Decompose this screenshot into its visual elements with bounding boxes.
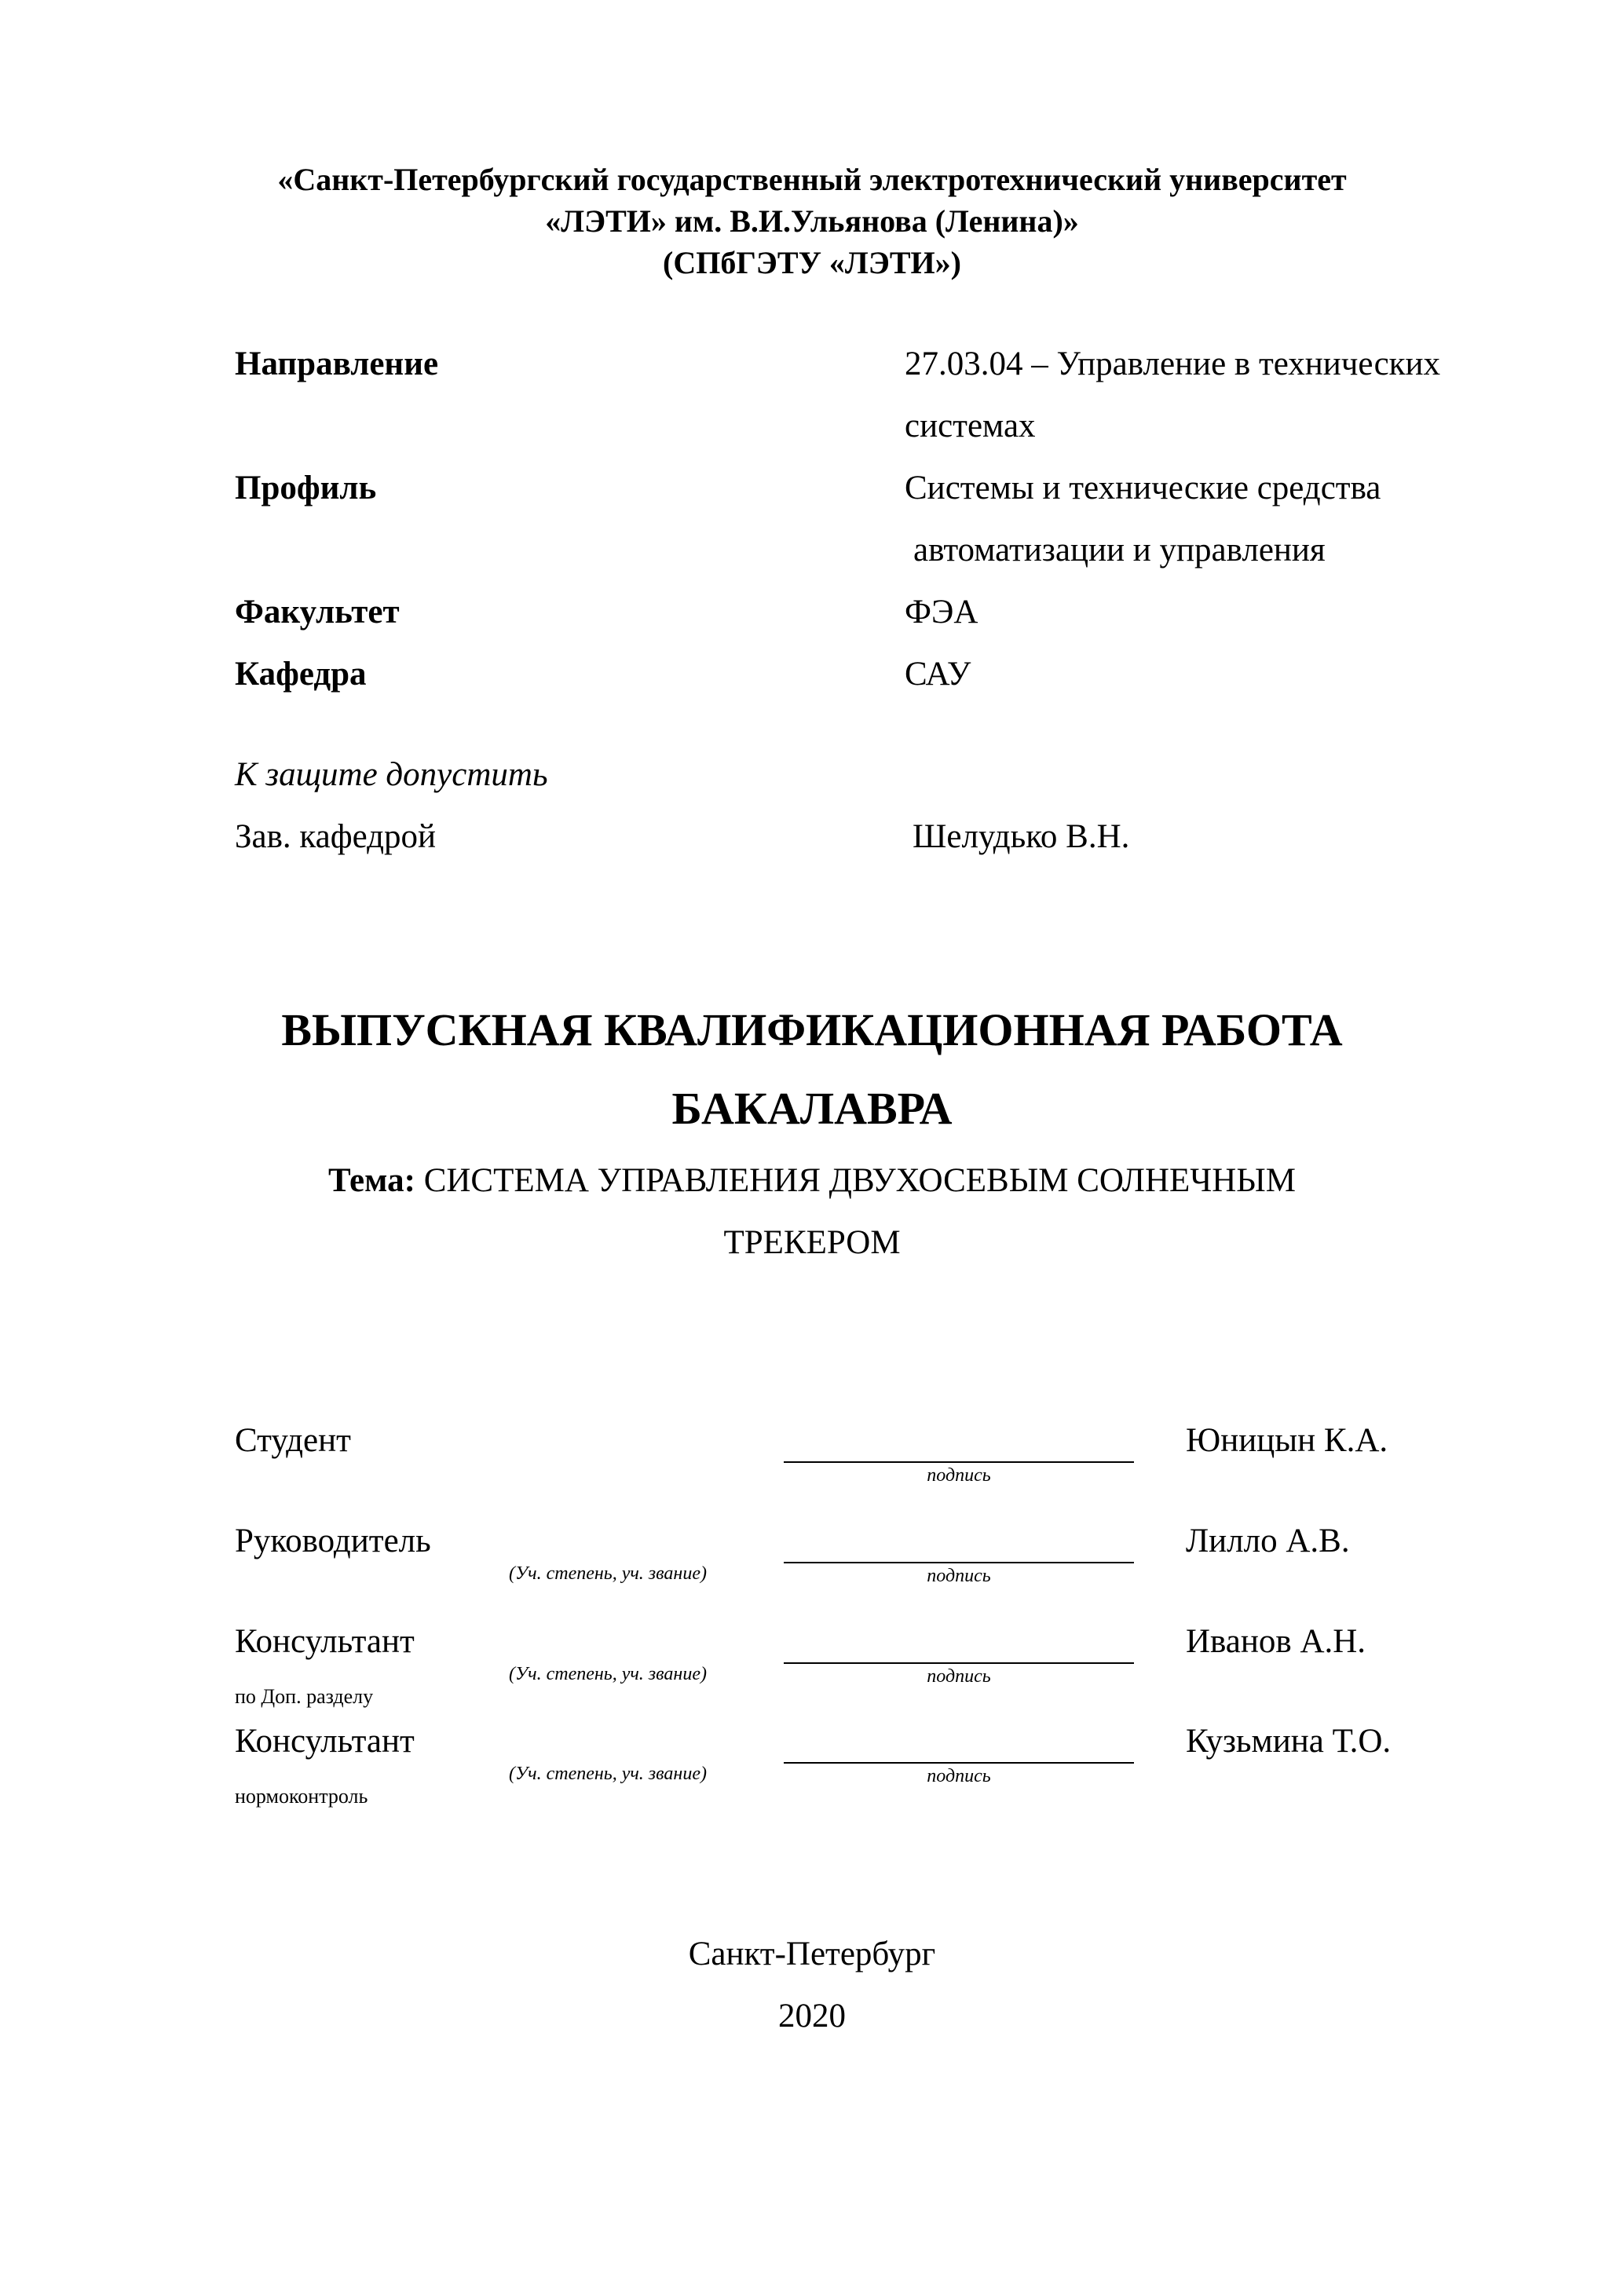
signature-line — [784, 1662, 1134, 1664]
signature-line — [784, 1461, 1134, 1463]
consultant-subrole: по Доп. разделу — [235, 1685, 374, 1708]
consultant-name: Иванов А.Н. — [1186, 1623, 1366, 1660]
role-student: Студент — [235, 1422, 351, 1459]
topic-line-1 — [0, 1161, 1624, 1201]
profile-value-1: Системы и технические средства — [905, 470, 1381, 506]
year: 2020 — [778, 1998, 846, 2035]
department-value: САУ — [905, 656, 971, 693]
admit-text: К защите допустить — [235, 756, 548, 793]
direction-value-1: 27.03.04 – Управление в технических — [905, 345, 1441, 382]
head-name: Шелудько В.Н. — [913, 818, 1130, 855]
role-supervisor: Руководитель — [235, 1523, 431, 1559]
header-line-3: (СПбГЭТУ «ЛЭТИ») — [663, 245, 961, 280]
signature-caption: подпись — [927, 1465, 991, 1486]
header-line-1: «Санкт-Петербургский государственный электротехнический университет — [277, 162, 1347, 197]
department-label: Кафедра — [235, 656, 367, 693]
normcontrol-subrole: нормоконтроль — [235, 1785, 368, 1808]
supervisor-name: Лилло А.В. — [1186, 1523, 1350, 1559]
degree-caption: (Уч. степень, уч. звание) — [509, 1664, 707, 1684]
student-name: Юницын К.А. — [1186, 1422, 1388, 1459]
city: Санкт-Петербург — [688, 1936, 936, 1972]
topic-label: Тема: — [328, 1162, 415, 1199]
role-normcontrol-consultant: Консультант — [235, 1723, 415, 1760]
title-line-2: БАКАЛАВРА — [671, 1083, 953, 1134]
signature-line — [784, 1762, 1134, 1764]
degree-caption: (Уч. степень, уч. звание) — [509, 1764, 707, 1784]
direction-label: Направление — [235, 345, 439, 382]
signature-caption: подпись — [927, 1566, 991, 1586]
degree-caption: (Уч. степень, уч. звание) — [509, 1563, 707, 1584]
faculty-value: ФЭА — [905, 594, 978, 631]
direction-value-2: системах — [905, 408, 1036, 444]
title-line-1: ВЫПУСКНАЯ КВАЛИФИКАЦИОННАЯ РАБОТА — [281, 1004, 1343, 1055]
profile-label: Профиль — [235, 470, 377, 506]
signature-caption: подпись — [927, 1666, 991, 1687]
normcontrol-name: Кузьмина Т.О. — [1186, 1723, 1392, 1760]
faculty-label: Факультет — [235, 594, 400, 631]
role-consultant: Консультант — [235, 1623, 415, 1660]
header-line-2: «ЛЭТИ» им. В.И.Ульянова (Ленина)» — [545, 203, 1079, 239]
profile-value-2: автоматизации и управления — [913, 532, 1326, 569]
head-label: Зав. кафедрой — [235, 818, 437, 855]
signature-line — [784, 1562, 1134, 1563]
topic-line-2: ТРЕКЕРОМ — [723, 1224, 901, 1261]
topic-text-1: СИСТЕМА УПРАВЛЕНИЯ ДВУХОСЕВЫМ СОЛНЕЧНЫМ — [415, 1162, 1296, 1199]
signature-caption: подпись — [927, 1766, 991, 1786]
